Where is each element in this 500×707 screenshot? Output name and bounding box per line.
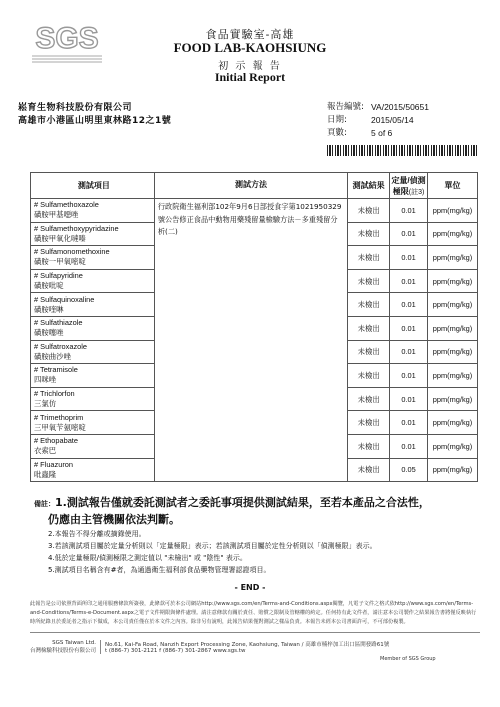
unit-cell: ppm(mg/kg) [428, 434, 478, 458]
limit-cell: 0.01 [390, 434, 428, 458]
limit-cell: 0.01 [390, 316, 428, 340]
footer-phone: t (886-7) 301-2121 f (886-7) 301-2867 www.sgs.tw [105, 648, 246, 654]
footer-company: SGS Taiwan Ltd. [52, 640, 96, 646]
item-name-en: # Tetramisole [34, 365, 78, 375]
date-label: 日期: [327, 115, 347, 125]
unit-cell: ppm(mg/kg) [428, 458, 478, 482]
item-cell [31, 364, 155, 388]
method-cell [154, 199, 347, 482]
item-name-zh: 磺胺甲基噁唑 [34, 210, 79, 220]
item-name-en: # Sulfaquinoxaline [34, 294, 95, 304]
item-name-zh: 磺胺吡啶 [34, 281, 64, 291]
result-cell: 未檢出 [348, 340, 390, 364]
item-cell [31, 293, 155, 317]
item-name-zh: 磺胺一甲氧嘧啶 [34, 257, 86, 267]
item-name-en: # Sulfamethoxazole [34, 200, 99, 210]
header-result: 測試結果 [348, 173, 390, 199]
limit-cell: 0.01 [390, 269, 428, 293]
notes-label: 備註： [34, 500, 55, 508]
report-no-label: 報告編號: [327, 102, 364, 112]
footer-address: No.61, Kai-Fa Road, Nanzih Export Processing Zone, Kaohsiung, Taiwan / 高雄市楠梓加工出口區開發路61號 [105, 642, 390, 648]
item-name-zh: 磺胺噻唑 [34, 328, 64, 338]
limit-cell: 0.01 [390, 222, 428, 246]
item-name-en: # Sulfamonomethoxine [34, 247, 110, 257]
item-cell [31, 199, 155, 223]
result-cell: 未檢出 [348, 434, 390, 458]
item-name-zh: 吡蟲隆 [34, 469, 57, 479]
result-cell: 未檢出 [348, 293, 390, 317]
item-name-zh: 三氯仿 [34, 399, 57, 409]
result-cell: 未檢出 [348, 246, 390, 270]
item-name-en: # Trimethoprim [34, 412, 84, 422]
table-header-row [31, 173, 478, 199]
lab-name-en: FOOD LAB-KAOHSIUNG [173, 40, 327, 55]
header-item: 測試項目 [31, 173, 155, 199]
item-name-zh: 磺胺曲沙唑 [34, 351, 71, 361]
header-unit: 單位 [428, 173, 478, 199]
item-cell [31, 269, 155, 293]
unit-cell: ppm(mg/kg) [428, 222, 478, 246]
sgs-logo-text: SGS [35, 22, 99, 55]
item-name-zh: 四咪唑 [34, 375, 57, 385]
report-title-zh: 初 示 報 告 [218, 61, 282, 72]
unit-cell: ppm(mg/kg) [428, 269, 478, 293]
unit-cell: ppm(mg/kg) [428, 364, 478, 388]
limit-cell: 0.01 [390, 411, 428, 435]
result-cell: 未檢出 [348, 458, 390, 482]
footer-member: Member of SGS Group [380, 656, 436, 662]
limit-cell: 0.01 [390, 364, 428, 388]
note-5: 5.測試項目名稱含有#者，為通過衛生福利部食品藥物管理署認證項目。 [48, 566, 271, 574]
report-meta [327, 101, 429, 140]
table-row [31, 199, 478, 223]
result-cell: 未檢出 [348, 387, 390, 411]
footer-contact [30, 640, 480, 654]
limit-cell: 0.05 [390, 458, 428, 482]
item-cell [31, 246, 155, 270]
page-label: 頁數: [327, 128, 347, 138]
footer-disclaimer: 此報告是公司依照背面所印之通用服務條款所簽發，此條款可於本公司網站http://www.sgs.com/en/Terms-and-Conditions.aspx閱覽，凡電子文件之格式依http://www.sgs.com/en/Terms-and-Conditions/Terms-e-Document.aspx之電子文件期限與條件處理。請注意條款有關於責任、賠償之限制及管轄權的約定。任何持有此文件者，請注意本公司製作之結果報告書將僅反映執行時所紀錄且於委託者之指示下做成，本公司責任僅在於本文件之內容。除非另有說明，此報告結果僅對測試之樣品負責。本報告未經本公司書面許可，不可部份複製。 [30, 601, 477, 625]
note-1a: 測試報告僅就委託測試者之委託事項提供測試結果，至若本產品之合法性， [66, 496, 430, 509]
limit-cell: 0.01 [390, 387, 428, 411]
report-date: 2015/05/14 [371, 115, 414, 125]
item-name-en: # Ethopabate [34, 436, 78, 446]
unit-cell: ppm(mg/kg) [428, 246, 478, 270]
header-method: 測試方法 [154, 173, 347, 199]
item-name-en: # Sulfathiazole [34, 318, 83, 328]
item-name-zh: 三甲氧苄氨嘧啶 [34, 422, 86, 432]
result-cell: 未檢出 [348, 222, 390, 246]
item-cell [31, 340, 155, 364]
unit-cell: ppm(mg/kg) [428, 316, 478, 340]
item-cell [31, 458, 155, 482]
unit-cell: ppm(mg/kg) [428, 411, 478, 435]
unit-cell: ppm(mg/kg) [428, 293, 478, 317]
item-cell [31, 434, 155, 458]
notes [34, 495, 474, 576]
limit-cell: 0.01 [390, 340, 428, 364]
end-marker: - END - [234, 583, 266, 592]
page-number: 5 of 6 [371, 128, 393, 138]
header-limit-note: (註3) [408, 188, 425, 196]
note-1-num: 1. [55, 496, 67, 509]
unit-cell: ppm(mg/kg) [428, 387, 478, 411]
method-text: 行政院衛生福利部102年9月6日部授食字第1021950329號公告修正食品中動物用藥殘留量檢驗方法－多重殘留分析(二) [157, 202, 342, 236]
item-cell [31, 411, 155, 435]
note-4: 4.低於定量極限/偵測極限之測定值以 "未檢出" 或 "陰性" 表示。 [48, 554, 247, 562]
item-name-en: # Sulfamethoxypyridazine [34, 223, 119, 233]
footer-company-zh: 台灣檢驗科技股份有限公司 [30, 648, 97, 654]
unit-cell: ppm(mg/kg) [428, 340, 478, 364]
report-no: VA/2015/50651 [371, 102, 429, 112]
item-cell [31, 387, 155, 411]
header-limit-top: 定量/偵測 [391, 175, 426, 185]
item-name-zh: 磺胺喹啉 [34, 304, 64, 314]
item-name-zh: 衣索巴 [34, 446, 57, 456]
note-3: 3.若該測試項目屬於定量分析則以「定量極限」表示；若該測試項目屬於定性分析則以「偵測極限」表示。 [48, 542, 377, 550]
result-cell: 未檢出 [348, 269, 390, 293]
item-name-zh: 磺胺甲氧化噠嗪 [34, 233, 86, 243]
result-cell: 未檢出 [348, 364, 390, 388]
lab-name-zh: 食品實驗室-高雄 [205, 28, 295, 41]
item-name-en: # Fluazuron [34, 459, 74, 469]
result-cell: 未檢出 [348, 411, 390, 435]
report-title-en: Initial Report [214, 70, 286, 84]
result-cell: 未檢出 [348, 199, 390, 223]
header-limit [390, 173, 428, 199]
item-name-en: # Sulfapyridine [34, 271, 83, 281]
note-2: 2.本報告不得分離或摘錄使用。 [48, 530, 146, 538]
limit-cell: 0.01 [390, 293, 428, 317]
header-limit-bottom: 極限 [392, 186, 409, 196]
client-address: 高雄市小港區山明里東林路12之1號 [18, 116, 172, 126]
barcode [327, 145, 477, 156]
note-1b: 仍應由主管機關依法判斷。 [48, 513, 180, 526]
unit-cell: ppm(mg/kg) [428, 199, 478, 223]
item-name-en: # Trichlorfon [34, 389, 75, 399]
limit-cell: 0.01 [390, 246, 428, 270]
item-name-en: # Sulfatroxazole [34, 341, 87, 351]
item-cell [31, 316, 155, 340]
results-table [30, 172, 478, 482]
footer-divider [30, 632, 480, 633]
limit-cell: 0.01 [390, 199, 428, 223]
item-cell [31, 222, 155, 246]
result-cell: 未檢出 [348, 316, 390, 340]
client-company: 崧育生物科技股份有限公司 [18, 103, 133, 113]
